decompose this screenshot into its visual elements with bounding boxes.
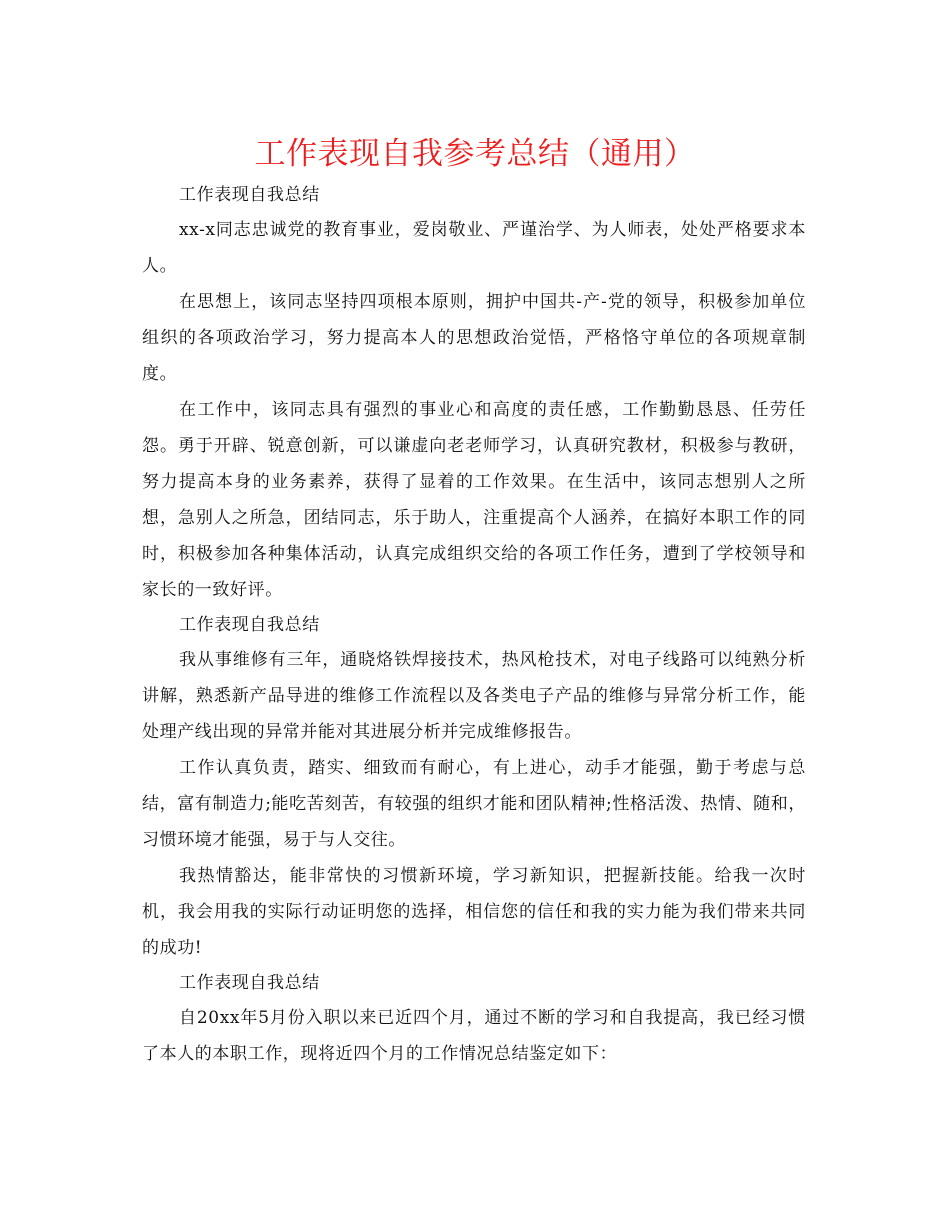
body-paragraph: xx-x同志忠诚党的教育事业，爱岗敬业、严谨治学、为人师表，处处严格要求本人。 [142,220,806,276]
body-paragraph: 我从事维修有三年，通晓烙铁焊接技术，热风枪技术，对电子线路可以纯熟分析讲解，熟悉新产品导进的维修工作流程以及各类电子产品的维修与异常分析工作，能处理产线出现的异常并能对其进展分析并完成维修报告。 [142,650,806,742]
body-paragraph: 在思想上，该同志坚持四项根本原则，拥护中国共-产-党的领导，积极参加单位组织的各项政治学习，努力提高本人的思想政治觉悟，严格恪守单位的各项规章制度。 [142,292,806,384]
body-paragraph: 我热情豁达，能非常快的习惯新环境，学习新知识，把握新技能。给我一次时机，我会用我的实际行动证明您的选择，相信您的信任和我的实力能为我们带来共同的成功! [142,866,806,958]
section-heading: 工作表现自我总结 [179,615,320,635]
body-paragraph: 工作认真负责，踏实、细致而有耐心，有上进心，动手才能强，勤于考虑与总结，富有制造力;能吃苦刻苦，有较强的组织才能和团队精神;性格活泼、热情、随和，习惯环境才能强，易于与人交往。 [142,758,806,850]
section-heading: 工作表现自我总结 [179,185,320,205]
document-body [142,178,806,1072]
document-title: 工作表现自我参考总结（通用） [254,136,696,172]
body-paragraph: 在工作中，该同志具有强烈的事业心和高度的责任感，工作勤勤恳恳、任劳任怨。勇于开辟、锐意创新，可以谦虚向老老师学习，认真研究教材，积极参与教研，努力提高本身的业务素养，获得了显着的工作效果。在生活中，该同志想别人之所想，急别人之所急，团结同志，乐于助人，注重提高个人涵养，在搞好本职工作的同时，积极参加各种集体活动，认真完成组织交给的各项工作任务，遭到了学校领导和家长的一致好评。 [142,400,806,600]
section-heading: 工作表现自我总结 [179,973,320,993]
body-paragraph: 自20xx年5月份入职以来已近四个月，通过不断的学习和自我提高，我已经习惯了本人的本职工作，现将近四个月的工作情况总结鉴定如下： [142,1008,806,1064]
